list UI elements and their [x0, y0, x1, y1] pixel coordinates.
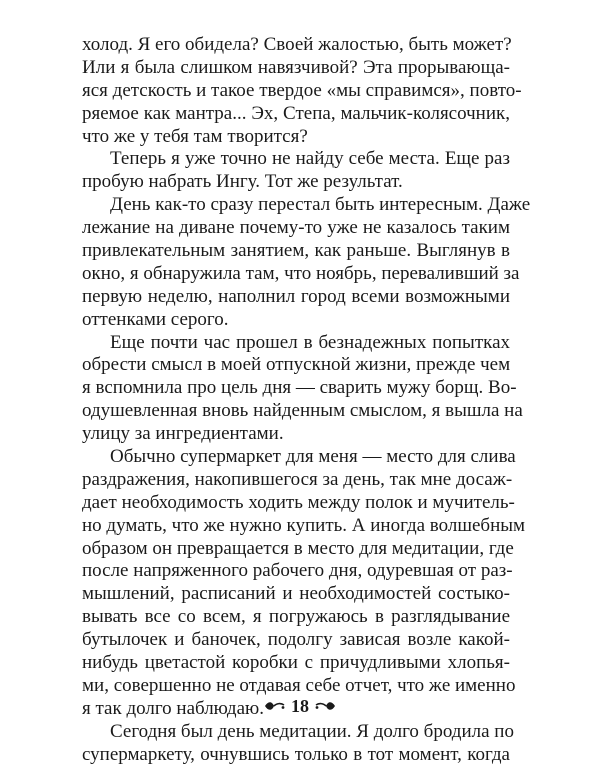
- floral-ornament-right-icon: [315, 700, 337, 712]
- text-line: бутылочек и баночек, подолгу зависая возле какой-: [82, 629, 510, 651]
- page-number: 18: [291, 695, 309, 716]
- text-line: Или я была слишком навязчивой? Эта прорывающа-: [82, 56, 510, 78]
- text-line: холод. Я его обидела? Своей жалостью, быть может?: [82, 34, 512, 55]
- page-footer: [0, 693, 600, 717]
- floral-ornament-left-icon: [263, 700, 285, 712]
- text-line: супермаркету, очнувшись только в тот момент, когда: [82, 743, 510, 765]
- text-line: обрести смысл в моей отпускной жизни, прежде чем: [82, 354, 511, 376]
- text-line: ряемое как мантра... Эх, Степа, мальчик-колясочник,: [82, 102, 510, 124]
- text-line: что же у тебя там творится?: [82, 125, 308, 147]
- text-line: улицу за ингредиентами.: [82, 423, 284, 445]
- paragraph: [82, 331, 523, 446]
- text-line: я так долго наблюдаю.: [82, 697, 264, 719]
- text-line: образом он превращается в место для медитации, где: [82, 537, 514, 559]
- text-line: вывать все со всем, я погружаюсь в разглядывание: [82, 606, 510, 628]
- page-body-text: [82, 34, 531, 767]
- paragraph: [82, 194, 531, 331]
- paragraph: [82, 446, 526, 721]
- text-line: Теперь я уже точно не найду себе места. Еще раз: [110, 148, 510, 170]
- text-line: оттенками серого.: [82, 308, 229, 330]
- text-line: привлекательным занятием, как раньше. Выглянув в: [82, 240, 510, 262]
- text-line: дает необходимость ходить между полок и мучитель-: [82, 491, 515, 513]
- text-line: лежание на диване почему-то уже не казалось таким: [82, 217, 510, 239]
- text-line: Сегодня был день медитации. Я долго бродила по: [110, 720, 514, 742]
- text-line: ми, совершенно не отдавая себе отчет, что же именно: [82, 674, 516, 696]
- paragraph: [82, 34, 522, 148]
- text-line: но думать, что же нужно купить. А иногда волшебным: [82, 514, 526, 536]
- text-line: Обычно супермаркет для меня — место для слива: [110, 446, 516, 468]
- paragraph: [82, 148, 510, 194]
- text-line: мышлений, расписаний и необходимостей состыко-: [82, 583, 510, 605]
- paragraph: [82, 720, 514, 767]
- text-line: День как-то сразу перестал быть интересным. Даже: [110, 194, 531, 216]
- text-line: яся детскость и такое твердое «мы справимся», повто-: [82, 79, 522, 101]
- text-line: я вспомнила про цель дня — сварить мужу борщ. Во-: [82, 377, 517, 399]
- text-line: окно, я обнаружила там, что ноябрь, переваливший за: [82, 262, 520, 284]
- text-line: Еще почти час прошел в безнадежных попытках: [110, 331, 510, 353]
- text-line: одушевленная вновь найденным смыслом, я вышла на: [82, 400, 523, 422]
- text-line: после напряженного рабочего дня, одуревшая от раз-: [82, 560, 513, 582]
- text-line: первую неделю, наполнил город всеми возможными: [82, 285, 510, 307]
- text-line: нибудь цветастой коробки с причудливыми хлопья-: [82, 652, 510, 674]
- text-line: пробую набрать Ингу. Тот же результат.: [82, 171, 403, 193]
- text-line: раздражения, накопившегося за день, так мне досаж-: [82, 468, 513, 490]
